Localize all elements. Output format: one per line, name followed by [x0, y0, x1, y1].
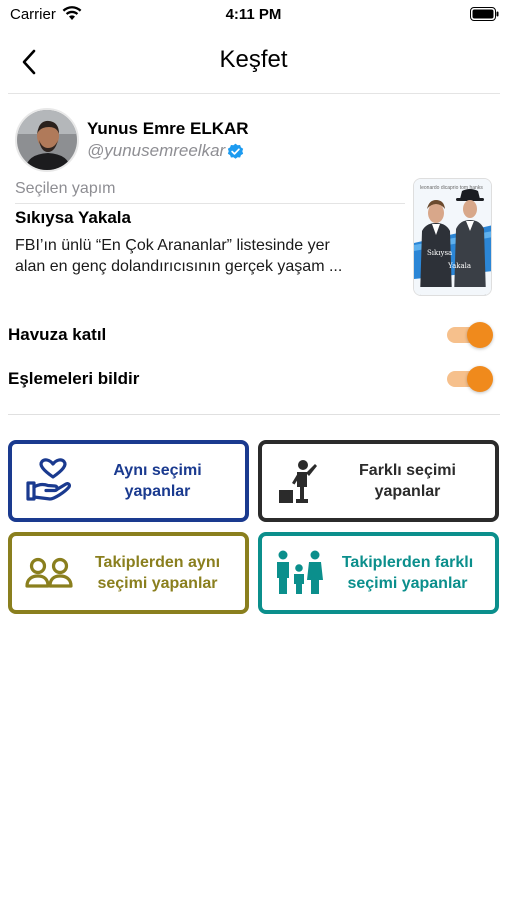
family-icon [274, 548, 324, 598]
card-label-line-2: seçimi yapanlar [347, 575, 468, 592]
poster-title-line-1: Sıkıysa [427, 249, 453, 257]
card-label [74, 536, 241, 610]
movie-title[interactable]: Sıkıysa Yakala [15, 208, 131, 227]
movie-description-line-1: FBI’ın ünlü “En Çok Arananlar” listesinde yer [15, 237, 330, 254]
toggle-label-join-pool: Havuza katıl [8, 325, 107, 344]
toggle-knob [467, 366, 493, 392]
card-label-line-1: Farklı seçimi [359, 462, 456, 479]
movie-poster[interactable] [413, 178, 492, 296]
movie-description [15, 235, 395, 277]
card-label-line-1: Takiplerden aynı [94, 554, 221, 571]
toggle-row-join-pool [8, 320, 493, 350]
card-label-line-1: Takiplerden farklı [341, 554, 474, 571]
movie-description-line-2: alan en genç dolandırıcısının gerçek yaşam ... [15, 258, 343, 275]
status-bar [0, 0, 507, 30]
card-label-line-2: yapanlar [124, 483, 191, 500]
selected-production-label: Seçilen yapım [15, 180, 116, 197]
user-handle-row [87, 141, 244, 161]
same-choice-card[interactable] [8, 440, 249, 522]
nav-divider [8, 93, 500, 94]
poster-title-line-2: Yakala [448, 262, 472, 270]
heart-hand-icon [24, 456, 74, 506]
toggle-knob [467, 322, 493, 348]
battery-icon [470, 7, 499, 21]
join-pool-toggle[interactable] [447, 322, 493, 348]
poster-artwork [414, 179, 492, 296]
notify-matches-toggle[interactable] [447, 366, 493, 392]
verified-badge-icon [227, 143, 244, 160]
card-label [74, 444, 241, 518]
navigation-bar [0, 36, 507, 88]
card-label [324, 536, 491, 610]
toggle-label-notify-matches: Eşlemeleri bildir [8, 369, 140, 388]
carrier-label: Carrier [10, 6, 56, 23]
card-label-line-2: seçimi yapanlar [97, 575, 218, 592]
user-handle[interactable]: @yunusemreelkar [87, 141, 226, 160]
followings-different-choice-card[interactable] [258, 532, 499, 614]
followings-same-choice-card[interactable] [8, 532, 249, 614]
section-divider [15, 203, 405, 204]
toggle-row-notify-matches [8, 364, 493, 394]
status-time: 4:11 PM [225, 6, 282, 23]
section-divider [8, 414, 500, 415]
user-name[interactable]: Yunus Emre ELKAR [87, 119, 249, 138]
avatar-photo [17, 110, 77, 170]
card-label-line-2: yapanlar [374, 483, 441, 500]
card-label-line-1: Aynı seçimi [113, 462, 202, 479]
avatar[interactable] [15, 108, 79, 172]
person-podium-icon [274, 456, 324, 506]
poster-cast-text: leonardo dicaprio tom hanks [420, 185, 483, 191]
different-choice-card[interactable] [258, 440, 499, 522]
two-users-icon [24, 548, 74, 598]
page-title: Keşfet [219, 46, 288, 73]
card-label [324, 444, 491, 518]
